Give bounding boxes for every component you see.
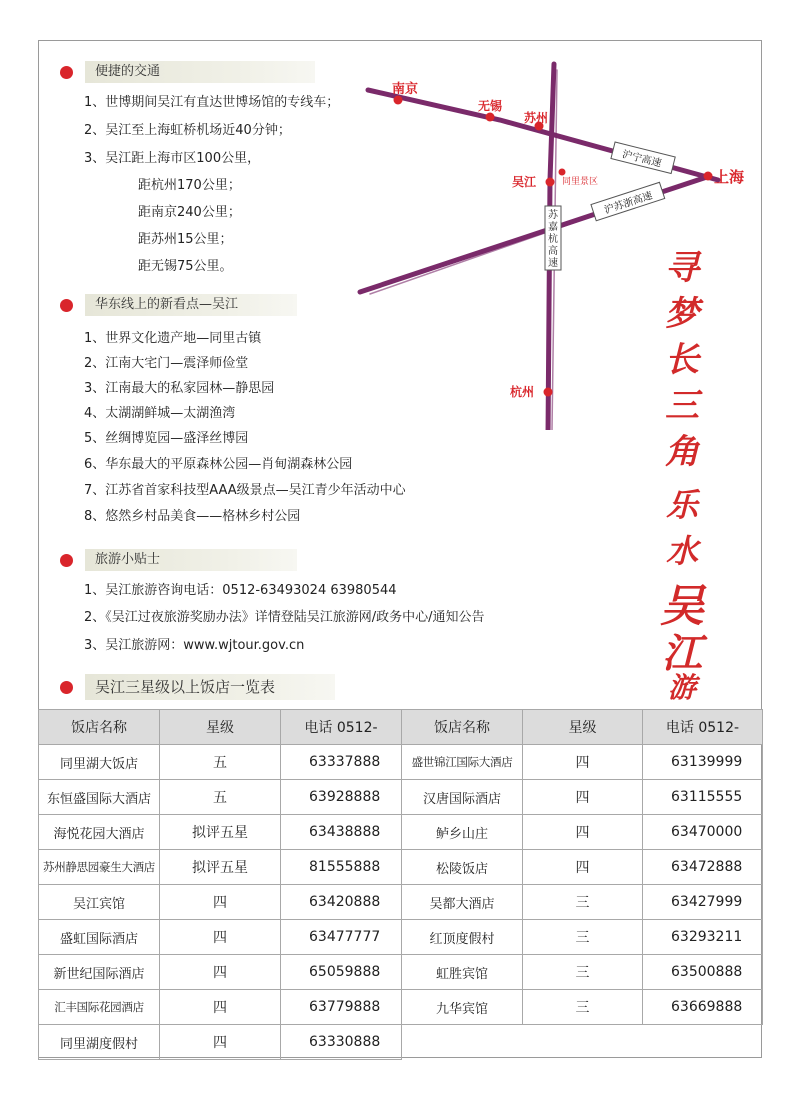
attraction-line: 2、江南大宅门—震泽师俭堂 (84, 356, 249, 371)
bullet-icon (60, 554, 73, 567)
hotel-phone: 63500888 (643, 955, 763, 990)
table-row (39, 955, 763, 990)
hotel-rating: 三 (523, 990, 643, 1025)
empty-cell (402, 1025, 763, 1060)
city-shanghai: 上海 (714, 168, 745, 186)
hotel-rating: 四 (160, 955, 281, 990)
road-label-sujiahang (545, 206, 561, 270)
column-header: 电话 0512- (281, 710, 402, 745)
hotel-rating: 四 (160, 1025, 281, 1060)
attractions-heading (60, 294, 297, 316)
hotel-phone: 65059888 (281, 955, 402, 990)
tips-heading-label: 旅游小贴士 (85, 549, 297, 571)
hotel-table (38, 709, 763, 1060)
transport-line: 1、世博期间吴江有直达世博场馆的专线车； (84, 95, 340, 110)
hotel-phone: 63115555 (643, 780, 763, 815)
tips-heading (60, 549, 297, 571)
attractions-heading-label: 华东线上的新看点—吴江 (85, 294, 297, 316)
column-header: 饭店名称 (39, 710, 160, 745)
attraction-line: 3、江南最大的私家园林—静思园 (84, 381, 275, 396)
hotel-name: 盛虹国际酒店 (39, 920, 160, 955)
table-row (39, 920, 763, 955)
tip-line: 3、吴江旅游网：www.wjtour.gov.cn (84, 638, 305, 653)
hotel-rating: 四 (523, 815, 643, 850)
hotel-name: 新世纪国际酒店 (39, 955, 160, 990)
table-row (39, 885, 763, 920)
hotel-rating: 五 (160, 780, 281, 815)
hotel-rating: 四 (523, 850, 643, 885)
attraction-line: 5、丝绸博览园—盛泽丝博园 (84, 431, 249, 446)
route-map (340, 60, 780, 430)
road-husuzhe-label: 沪苏浙高速 (602, 190, 654, 217)
hotel-rating: 四 (523, 780, 643, 815)
hotel-phone: 63669888 (643, 990, 763, 1025)
city-nanjing: 南京 (392, 82, 419, 97)
attraction-line: 8、悠然乡村品美食——格林乡村公园 (84, 509, 301, 524)
tip-line: 1、吴江旅游咨询电话：0512-63493024 63980544 (84, 583, 397, 598)
hotel-phone: 63438888 (281, 815, 402, 850)
transport-line: 2、吴江至上海虹桥机场近40分钟； (84, 123, 291, 138)
tip-line: 2、《吴江过夜旅游奖励办法》详情登陆吴江旅游网/政务中心/通知公告 (84, 610, 485, 625)
hotel-rating: 四 (160, 920, 281, 955)
city-wuxi: 无锡 (478, 99, 503, 113)
bullet-icon (60, 299, 73, 312)
hotel-name: 海悦花园大酒店 (39, 815, 160, 850)
column-header: 星级 (160, 710, 281, 745)
attraction-line: 7、江苏省首家科技型AAA级景点—吴江青少年活动中心 (84, 483, 406, 498)
table-row (39, 1025, 763, 1060)
hotel-name: 红顶度假村 (402, 920, 523, 955)
hotel-name: 苏州静思园豪生大酒店 (39, 850, 160, 885)
road-label-husuzhe (591, 182, 665, 220)
hotel-rating: 四 (160, 990, 281, 1025)
city-tongli: 同里景区 (562, 177, 599, 187)
road-sujiahang-char: 苏 (548, 210, 558, 221)
hotel-phone: 63139999 (643, 745, 763, 780)
transport-line: 3、吴江距上海市区100公里， (84, 151, 261, 166)
hotel-phone: 63330888 (281, 1025, 402, 1060)
hotel-name: 东恒盛国际大酒店 (39, 780, 160, 815)
table-row (39, 990, 763, 1025)
hotel-phone: 63420888 (281, 885, 402, 920)
hotel-rating: 三 (523, 955, 643, 990)
hotel-name: 虹胜宾馆 (402, 955, 523, 990)
hotel-phone: 81555888 (281, 850, 402, 885)
table-row (39, 780, 763, 815)
hotel-rating: 拟评五星 (160, 850, 281, 885)
city-hangzhou: 杭州 (510, 385, 535, 399)
column-header: 电话 0512- (643, 710, 763, 745)
shanghai-dot (704, 172, 713, 181)
hotel-name: 九华宾馆 (402, 990, 523, 1025)
hotel-name: 盛世锦江国际大酒店 (402, 745, 523, 780)
road-label-huning (611, 142, 675, 173)
transport-line: 距南京240公里； (138, 205, 241, 220)
hotel-phone: 63293211 (643, 920, 763, 955)
city-wujiang: 吴江 (512, 175, 537, 189)
hotel-phone: 63928888 (281, 780, 402, 815)
road-sujiahang-char: 杭 (548, 234, 558, 245)
city-suzhou: 苏州 (524, 111, 549, 125)
slogan-char: 长 (665, 340, 699, 380)
slogan (654, 240, 710, 704)
attraction-line: 6、华东最大的平原森林公园—肖甸湖森林公园 (84, 457, 353, 472)
slogan-char: 乐 (665, 486, 698, 524)
hotels-heading (60, 674, 335, 700)
road-sujiahang-char: 速 (548, 258, 558, 269)
hotel-rating: 五 (160, 745, 281, 780)
transport-line: 距杭州170公里； (138, 178, 241, 193)
attraction-line: 4、太湖湖鲜城—太湖渔湾 (84, 406, 236, 421)
transport-heading (60, 61, 315, 83)
hotel-name: 汇丰国际花园酒店 (39, 990, 160, 1025)
slogan-char: 水 (665, 532, 698, 570)
hotel-rating: 四 (160, 885, 281, 920)
table-row (39, 850, 763, 885)
hangzhou-dot (544, 388, 553, 397)
column-header: 饭店名称 (402, 710, 523, 745)
slogan-char: 吴 (660, 581, 704, 632)
hotel-phone: 63477777 (281, 920, 402, 955)
road-sujiahang-char: 嘉 (548, 222, 558, 233)
hotels-heading-label: 吴江三星级以上饭店一览表 (85, 674, 335, 700)
wuxi-dot (486, 113, 495, 122)
hotel-phone: 63472888 (643, 850, 763, 885)
transport-heading-label: 便捷的交通 (85, 61, 315, 83)
slogan-char: 游 (667, 671, 696, 704)
hotel-name: 汉唐国际酒店 (402, 780, 523, 815)
hotel-rating: 三 (523, 885, 643, 920)
slogan-char: 三 (665, 386, 699, 426)
slogan-char: 角 (665, 432, 699, 472)
hotel-phone: 63337888 (281, 745, 402, 780)
table-row (39, 815, 763, 850)
hotel-rating: 三 (523, 920, 643, 955)
hotel-name: 吴江宾馆 (39, 885, 160, 920)
column-header: 星级 (523, 710, 643, 745)
transport-line: 距无锡75公里。 (138, 259, 233, 274)
hotel-rating: 拟评五星 (160, 815, 281, 850)
road-sujiahang-char: 高 (548, 246, 558, 257)
hotel-phone: 63779888 (281, 990, 402, 1025)
bullet-icon (60, 681, 73, 694)
hotel-name: 同里湖大饭店 (39, 745, 160, 780)
attraction-line: 1、世界文化遗产地—同里古镇 (84, 331, 262, 346)
table-row (39, 745, 763, 780)
hotel-phone: 63427999 (643, 885, 763, 920)
hotel-name: 鲈乡山庄 (402, 815, 523, 850)
table-header-row (39, 710, 763, 745)
road-huning-label: 沪宁高速 (620, 149, 663, 170)
wujiang-dot (546, 178, 555, 187)
hotel-rating: 四 (523, 745, 643, 780)
hotel-name: 吴都大酒店 (402, 885, 523, 920)
hotel-name: 同里湖度假村 (39, 1025, 160, 1060)
slogan-char: 江 (662, 630, 702, 677)
transport-line: 距苏州15公里； (138, 232, 233, 247)
bullet-icon (60, 66, 73, 79)
hotel-name: 松陵饭店 (402, 850, 523, 885)
slogan-char: 寻 (665, 248, 699, 288)
slogan-char: 梦 (665, 294, 699, 334)
tongli-dot (559, 169, 566, 176)
hotel-phone: 63470000 (643, 815, 763, 850)
